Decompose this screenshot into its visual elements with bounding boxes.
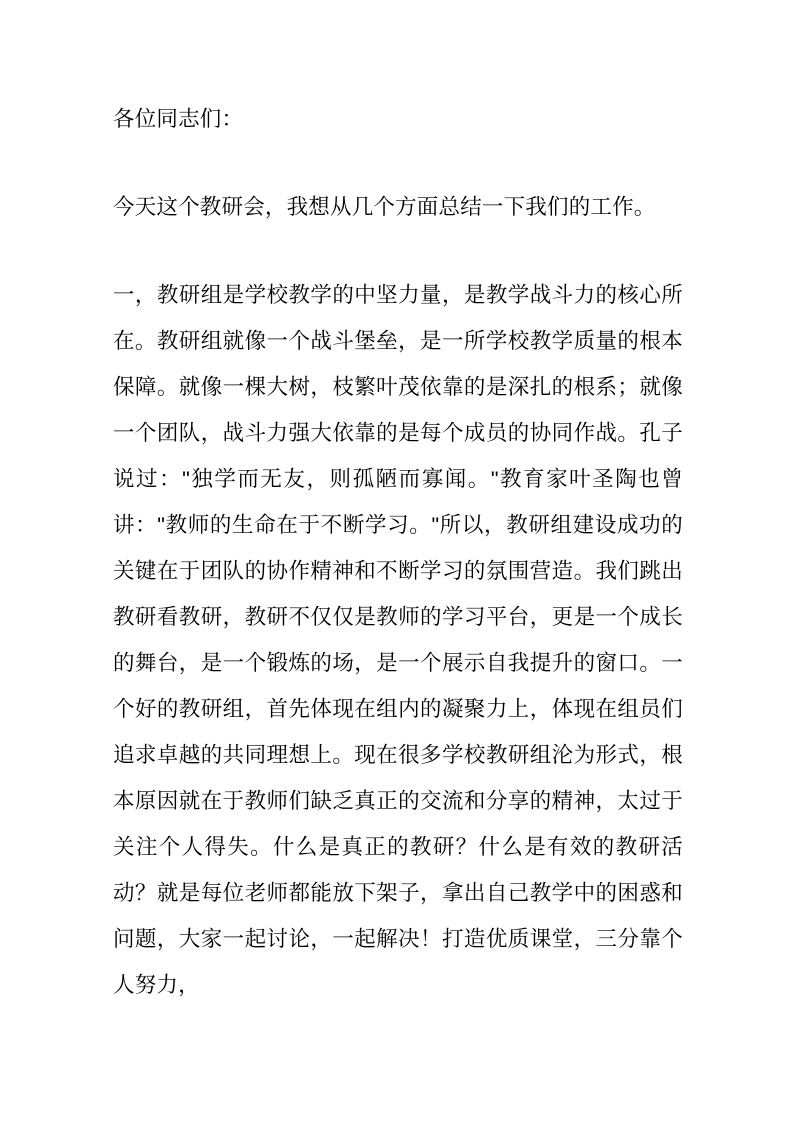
document-text-body: [113, 96, 683, 1008]
paragraph-salutation: 各位同志们：: [113, 107, 244, 131]
paragraph-intro: 今天这个教研会，我想从几个方面总结一下我们的工作。: [113, 195, 656, 219]
paragraph-section-one: 一，教研组是学校教学的中坚力量，是教学战斗力的核心所在。教研组就像一个战斗堡垒，是一所学校教学质量的根本保障。就像一棵大树，枝繁叶茂依靠的是深扎的根系；就像一个团队，战斗力强大依靠的是每个成员的协同作战。孔子说过："独学而无友，则孤陋而寡闻。"教育家叶圣陶也曾讲："教师的生命在于不断学习。"所以，教研组建设成功的关键在于团队的协作精神和不断学习的氛围营造。我们跳出教研看教研，教研不仅仅是教师的学习平台，更是一个成长的舞台，是一个锻炼的场，是一个展示自我提升的窗口。一个好的教研组，首先体现在组内的凝聚力上，体现在组员们追求卓越的共同理想上。现在很多学校教研组沦为形式，根本原因就在于教师们缺乏真正的交流和分享的精神，太过于关注个人得失。什么是真正的教研？什么是有效的教研活动？就是每位老师都能放下架子，拿出自己教学中的困惑和问题，大家一起讨论，一起解决！打造优质课堂，三分靠个人努力，: [113, 283, 683, 997]
